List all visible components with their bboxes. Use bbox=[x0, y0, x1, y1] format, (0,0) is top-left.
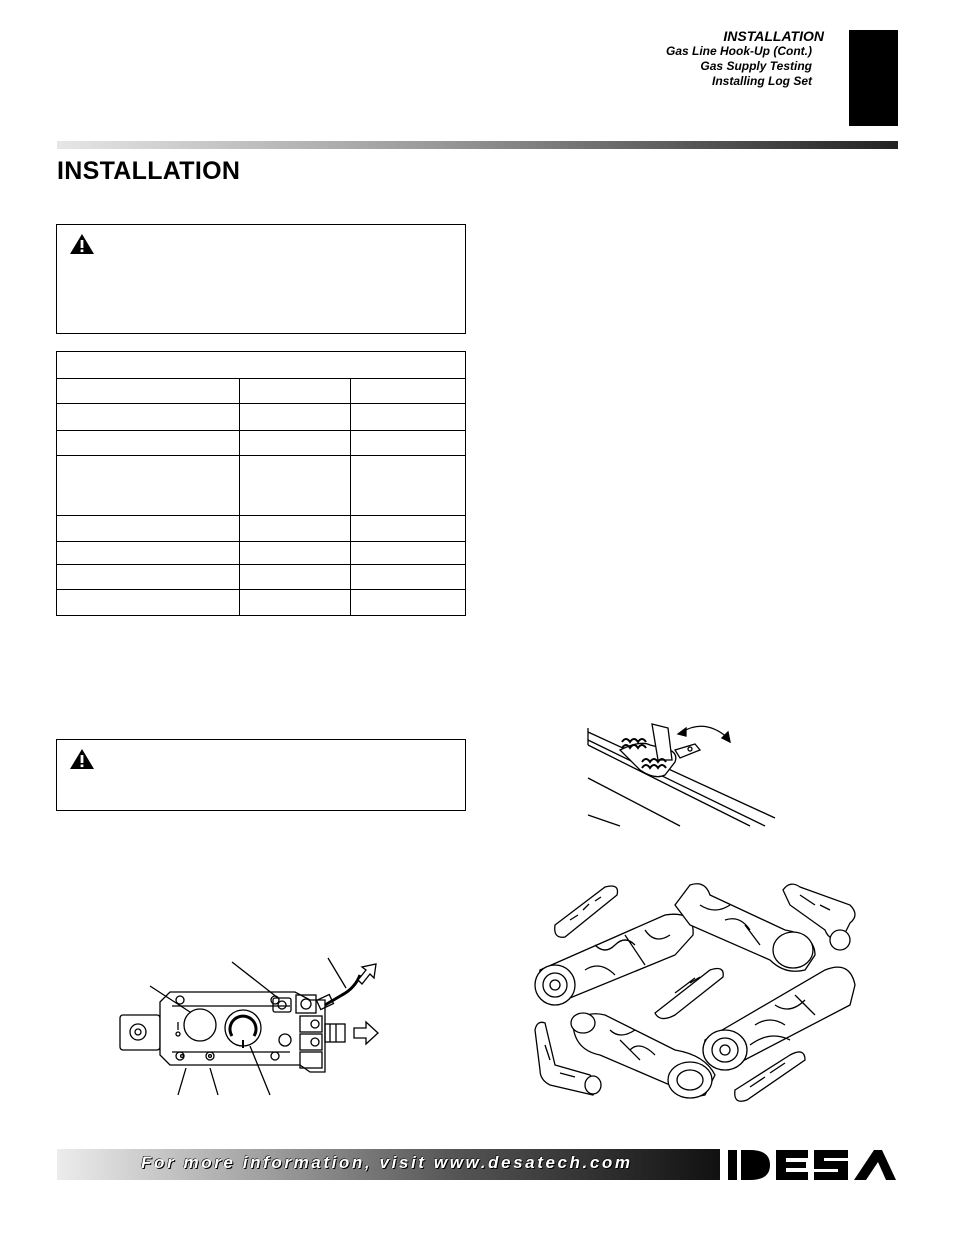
log-set-diagram bbox=[525, 875, 865, 1105]
table-cell bbox=[240, 590, 351, 616]
warning-box-top bbox=[56, 224, 466, 334]
table-row bbox=[57, 590, 466, 616]
table-row bbox=[57, 542, 466, 565]
table-cell bbox=[351, 456, 466, 516]
table-row bbox=[57, 431, 466, 456]
warning-box-bottom bbox=[56, 739, 466, 811]
table-cell bbox=[351, 590, 466, 616]
table-cell bbox=[57, 590, 240, 616]
table-cell bbox=[57, 516, 240, 542]
table-cell bbox=[57, 431, 240, 456]
header-divider-bar bbox=[57, 141, 898, 149]
table-cell bbox=[240, 404, 351, 431]
table-row bbox=[57, 404, 466, 431]
table-cell bbox=[351, 404, 466, 431]
header-sub-gas-line: Gas Line Hook-Up (Cont.) bbox=[666, 44, 812, 58]
warning-triangle-icon bbox=[69, 233, 95, 255]
header-sub-log-set: Installing Log Set bbox=[711, 74, 812, 88]
table-cell bbox=[240, 542, 351, 565]
gas-control-valve-diagram bbox=[110, 950, 400, 1100]
right-arrow-icon bbox=[354, 1022, 378, 1044]
table-row bbox=[57, 352, 466, 379]
table-row bbox=[57, 456, 466, 516]
footer-website-text: For more information, visit www.desatech.com bbox=[141, 1153, 633, 1172]
table-cell bbox=[240, 431, 351, 456]
header-section-titles bbox=[666, 28, 824, 89]
table-cell bbox=[351, 565, 466, 590]
table-cell bbox=[351, 379, 466, 404]
table-cell bbox=[57, 379, 240, 404]
table-cell bbox=[57, 565, 240, 590]
header-sub-gas-supply: Gas Supply Testing bbox=[700, 59, 812, 73]
table-cell bbox=[57, 542, 240, 565]
pressure-table bbox=[56, 351, 466, 616]
footer-bar bbox=[57, 1149, 720, 1180]
page-title: INSTALLATION bbox=[57, 157, 241, 185]
table-cell bbox=[240, 516, 351, 542]
table-row bbox=[57, 516, 466, 542]
section-tab-marker bbox=[849, 30, 898, 126]
warning-triangle-icon bbox=[69, 748, 95, 770]
table-cell bbox=[240, 456, 351, 516]
table-cell bbox=[57, 404, 240, 431]
table-cell bbox=[57, 456, 240, 516]
up-right-arrow-icon bbox=[358, 964, 376, 984]
grate-clip-diagram bbox=[580, 720, 780, 830]
table-cell bbox=[57, 352, 466, 379]
table-cell bbox=[351, 431, 466, 456]
table-cell bbox=[240, 565, 351, 590]
table-cell bbox=[351, 542, 466, 565]
table-cell bbox=[240, 379, 351, 404]
table-cell bbox=[351, 516, 466, 542]
table-row bbox=[57, 565, 466, 590]
desa-logo bbox=[726, 1148, 898, 1182]
table-row bbox=[57, 379, 466, 404]
header-section-title: INSTALLATION bbox=[723, 28, 824, 44]
